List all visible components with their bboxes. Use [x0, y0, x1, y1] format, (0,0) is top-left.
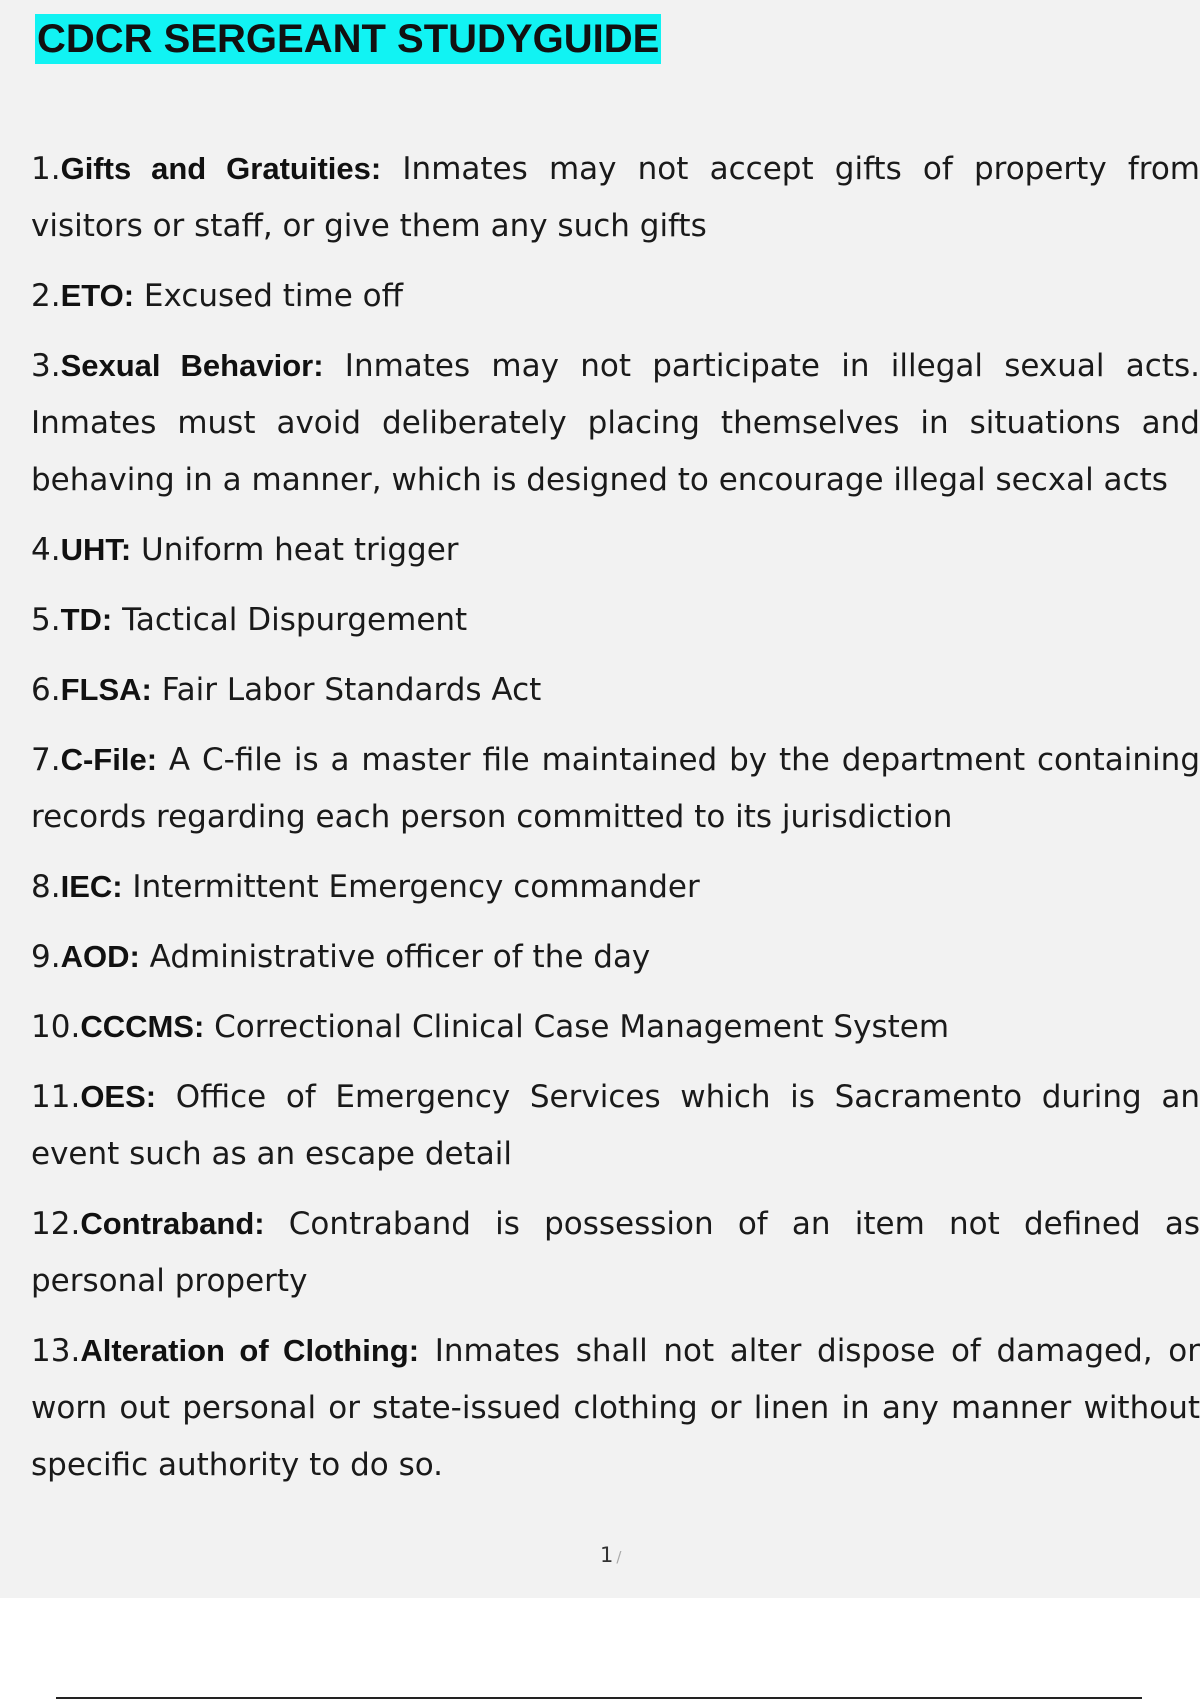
list-item	[31, 140, 1200, 255]
item-definition: Correctional Clinical Case Management System	[204, 1009, 950, 1045]
item-term: Gifts and Gratuities:	[60, 151, 382, 186]
list-item	[31, 928, 1200, 986]
list-item	[31, 1195, 1200, 1310]
list-item	[31, 858, 1200, 916]
item-term: ETO:	[60, 278, 135, 313]
item-definition: Inmates shall not alter dispose of damaged, or worn out personal or state-issued clothing or linen in any manner without specific authority to do so.	[31, 1333, 1200, 1483]
list-item	[31, 591, 1200, 649]
item-number: 6.	[31, 672, 61, 708]
item-term: UHT:	[60, 532, 132, 567]
item-term: Sexual Behavior:	[60, 348, 324, 383]
document-title: CDCR SERGEANT STUDYGUIDE	[35, 14, 661, 64]
item-term: CCCMS:	[80, 1009, 205, 1044]
item-definition: Uniform heat trigger	[131, 532, 459, 568]
item-number: 9.	[31, 939, 61, 975]
item-definition: Inmates may not accept gifts of property from visitors or staff, or give them any such gifts	[31, 151, 1200, 244]
list-item	[31, 521, 1200, 579]
item-number: 8.	[31, 869, 61, 905]
item-number: 10.	[31, 1009, 81, 1045]
footer-rule	[56, 1697, 1142, 1699]
item-definition: Administrative officer of the day	[139, 939, 651, 975]
item-definition: Inmates may not participate in illegal sexual acts. Inmates must avoid deliberately placing themselves in situations and behaving in a manner, which is designed to encourage illegal secxal acts	[31, 348, 1200, 498]
item-definition: Fair Labor Standards Act	[151, 672, 542, 708]
item-definition: Contraband is possession of an item not defined as personal property	[31, 1206, 1200, 1299]
item-number: 5.	[31, 602, 61, 638]
item-term: IEC:	[60, 869, 123, 904]
item-number: 2.	[31, 278, 61, 314]
item-definition: Excused time off	[134, 278, 403, 314]
study-list	[31, 140, 1200, 1506]
list-item	[31, 998, 1200, 1056]
list-item	[31, 267, 1200, 325]
list-item	[31, 1068, 1200, 1183]
item-definition: Office of Emergency Services which is Sacramento during an event such as an escape detail	[31, 1079, 1200, 1172]
item-term: C-File:	[60, 742, 158, 777]
item-number: 12.	[31, 1206, 81, 1242]
list-item	[31, 1322, 1200, 1494]
item-term: TD:	[60, 602, 113, 637]
item-number: 7.	[31, 742, 61, 778]
item-definition: Tactical Dispurgement	[112, 602, 468, 638]
list-item	[31, 731, 1200, 846]
list-item	[31, 661, 1200, 719]
page-number-separator: /	[616, 1548, 622, 1566]
list-item	[31, 337, 1200, 509]
item-term: Alteration of Clothing:	[80, 1333, 420, 1368]
item-term: OES:	[80, 1079, 157, 1114]
item-term: FLSA:	[60, 672, 152, 707]
item-definition: A C-file is a master file maintained by the department containing records regarding each person committed to its jurisdiction	[31, 742, 1200, 835]
item-number: 4.	[31, 532, 61, 568]
item-term: AOD:	[60, 939, 140, 974]
item-definition: Intermittent Emergency commander	[122, 869, 700, 905]
item-number: 1.	[31, 151, 61, 187]
item-number: 3.	[31, 348, 61, 384]
item-number: 13.	[31, 1333, 81, 1369]
item-term: Contraband:	[80, 1206, 265, 1241]
item-number: 11.	[31, 1079, 81, 1115]
page-number	[600, 1543, 621, 1567]
page-number-value: 1	[600, 1543, 614, 1567]
